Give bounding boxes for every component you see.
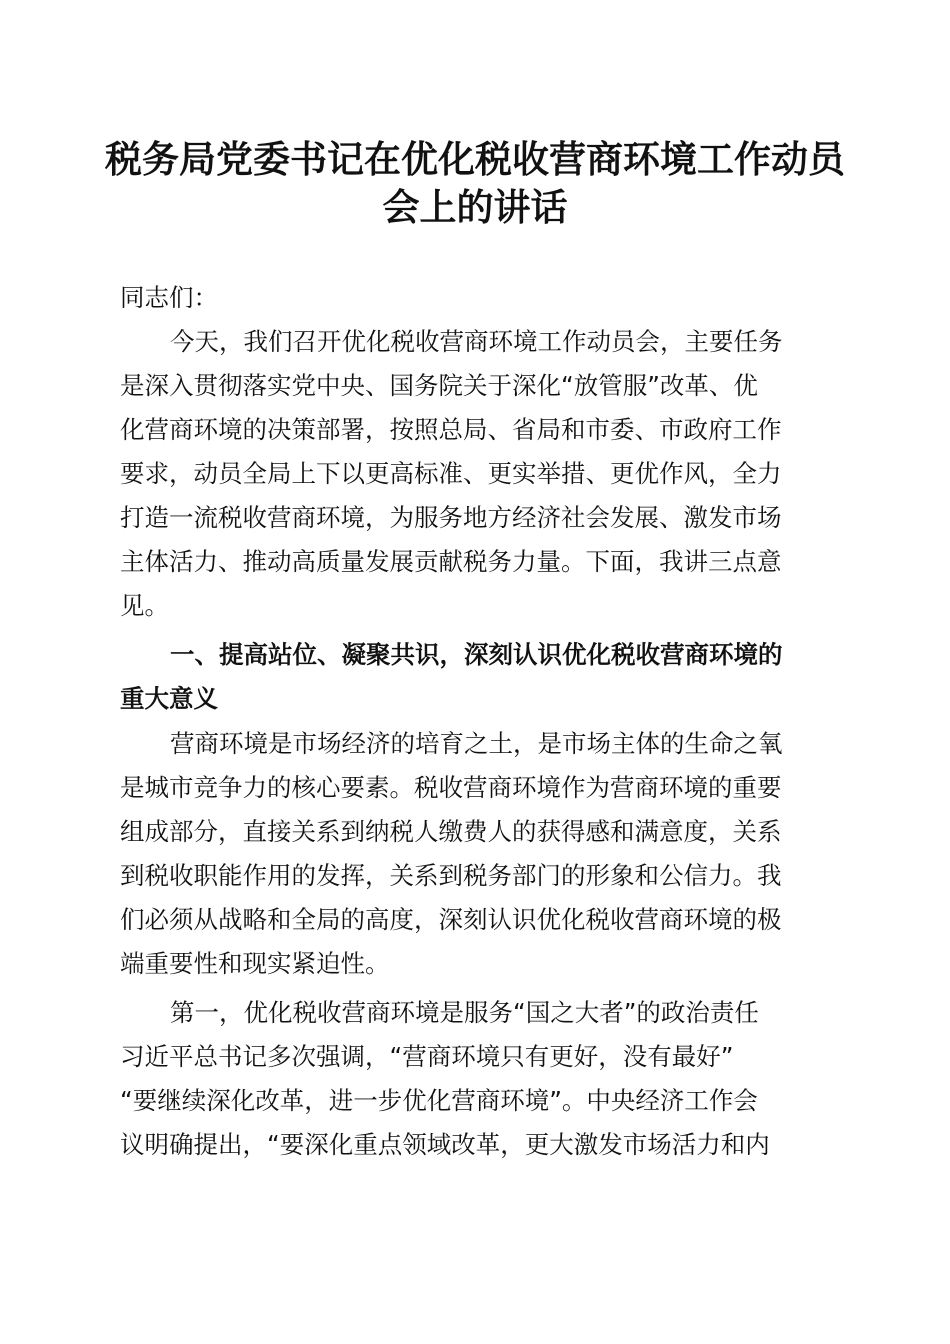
body-line: 要求，动员全局上下以更高标准、更实举措、更优作风，全力 [120, 459, 782, 488]
body-line: 们必须从战略和全局的高度，深刻认识优化税收营商环境的极 [120, 905, 782, 934]
body-line: 是城市竞争力的核心要素。税收营商环境作为营商环境的重要 [120, 773, 782, 802]
body-line: 见。 [120, 591, 169, 620]
document-title-line-2: 会上的讲话 [382, 185, 568, 229]
body-line: 到税收职能作用的发挥，关系到税务部门的形象和公信力。我 [120, 861, 782, 890]
body-line: 端重要性和现实紧迫性。 [120, 949, 390, 978]
section-heading: 一、提高站位、凝聚共识，深刻认识优化税收营商环境的 [170, 640, 783, 669]
body-line: 组成部分，直接关系到纳税人缴费人的获得感和满意度，关系 [120, 817, 782, 846]
section-heading: 重大意义 [120, 684, 218, 713]
body-line: 今天，我们召开优化税收营商环境工作动员会，主要任务 [170, 327, 783, 356]
body-line: 习近平总书记多次强调，“营商环境只有更好，没有最好” [120, 1042, 734, 1071]
body-line: 化营商环境的决策部署，按照总局、省局和市委、市政府工作 [120, 415, 782, 444]
body-line: 打造一流税收营商环境，为服务地方经济社会发展、激发市场 [120, 503, 782, 532]
salutation: 同志们： [120, 283, 218, 312]
body-line: 议明确提出，“要深化重点领域改革，更大激发市场活力和内 [120, 1130, 770, 1159]
document-title-line-1: 税务局党委书记在优化税收营商环境工作动员 [105, 137, 845, 181]
body-line: 营商环境是市场经济的培育之土，是市场主体的生命之氧 [170, 729, 783, 758]
body-line: “要继续深化改革，进一步优化营商环境”。中央经济工作会 [120, 1086, 758, 1115]
body-line: 第一，优化税收营商环境是服务“国之大者”的政治责任 [170, 998, 759, 1027]
body-line: 是深入贯彻落实党中央、国务院关于深化“放管服”改革、优 [120, 371, 758, 400]
body-line: 主体活力、推动高质量发展贡献税务力量。下面，我讲三点意 [120, 547, 782, 576]
